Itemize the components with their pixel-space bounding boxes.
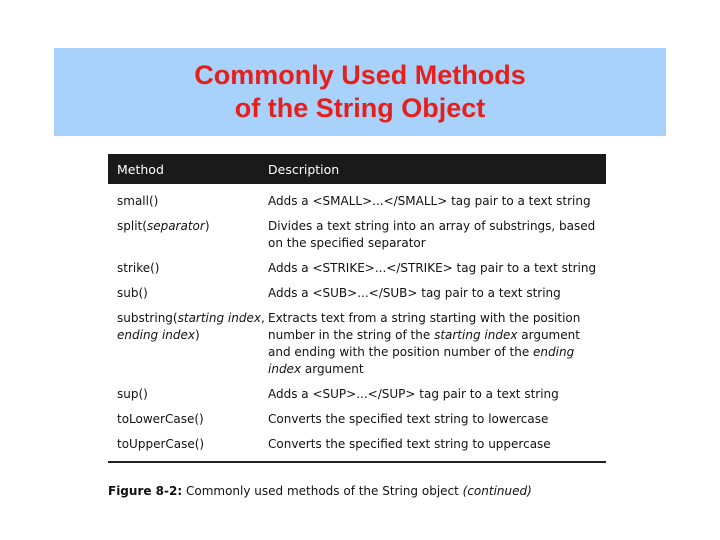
figure-caption: [108, 484, 532, 498]
method-name: split(separator): [117, 219, 210, 233]
method-description: Converts the specified text string to uppercase: [268, 437, 551, 451]
method-name: small(): [117, 194, 159, 208]
method-name: strike(): [117, 261, 160, 275]
table-row: [108, 260, 606, 277]
method-name: toUpperCase(): [117, 437, 205, 451]
method-description: Converts the specified text string to lowercase: [268, 412, 549, 426]
table-body: [108, 184, 606, 453]
method-description: Adds a <STRIKE>...</STRIKE> tag pair to a text string: [268, 261, 597, 275]
method-description: Extracts text from a string starting with the position number in the string of the starting index argument and ending with the position number of the ending index argument: [268, 311, 581, 376]
header-method: Method: [117, 161, 164, 177]
method-name: sub(): [117, 286, 148, 300]
table-bottom-rule: [108, 461, 606, 463]
table-row: [108, 411, 606, 428]
table-row: [108, 436, 606, 453]
method-description: Adds a <SMALL>...</SMALL> tag pair to a text string: [268, 194, 591, 208]
title-line-1: Commonly Used Methods: [194, 60, 526, 90]
table-header: [108, 154, 606, 184]
caption-text: Commonly used methods of the String object: [182, 484, 463, 498]
method-description: Adds a <SUB>...</SUB> tag pair to a text string: [268, 286, 561, 300]
table-row: [108, 218, 606, 252]
caption-continued: (continued): [462, 484, 532, 498]
title-banner: [54, 48, 666, 136]
table-row: [108, 386, 606, 403]
table-row: [108, 310, 606, 378]
table-row: [108, 193, 606, 210]
method-name: sup(): [117, 387, 148, 401]
method-description: Divides a text string into an array of substrings, based on the specified separator: [268, 219, 596, 250]
figure-label: Figure 8-2:: [108, 484, 183, 498]
method-description: Adds a <SUP>...</SUP> tag pair to a text string: [268, 387, 559, 401]
table-row: [108, 285, 606, 302]
header-description: Description: [268, 161, 340, 177]
title-line-2: of the String Object: [234, 93, 486, 123]
method-name: substring(starting index, ending index): [117, 311, 265, 342]
method-name: toLowerCase(): [117, 412, 204, 426]
methods-table: [108, 154, 606, 463]
